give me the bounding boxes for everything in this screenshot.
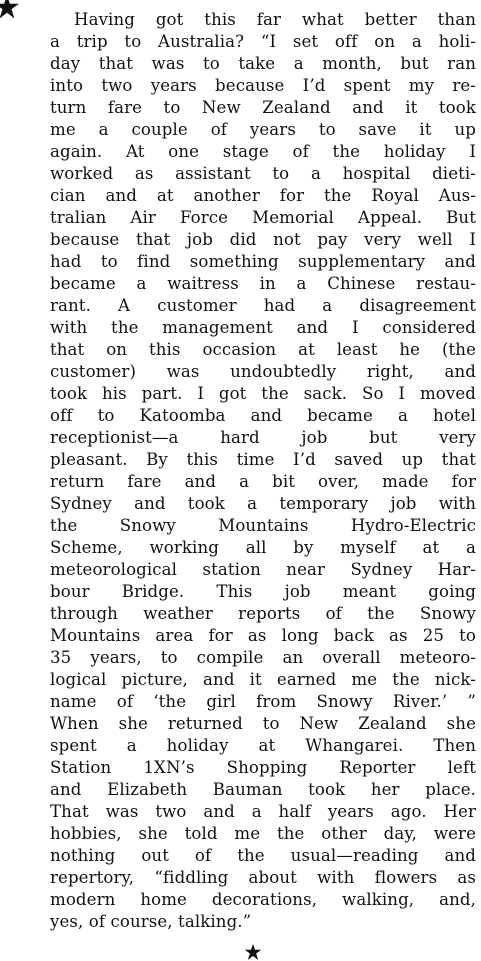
article-line: cian and at another for the Royal Aus- — [50, 186, 476, 205]
article-line: yes, of course, talking.” — [50, 912, 252, 931]
article-line: repertory, “fiddling about with flowers as — [50, 868, 476, 887]
article-line: became a waitress in a Chinese restau- — [50, 274, 476, 293]
article-line: me a couple of years to save it up — [50, 120, 476, 139]
article-line: and Elizabeth Bauman took her place. — [50, 780, 476, 799]
article-line: pleasant. By this time I’d saved up that — [50, 450, 476, 469]
article-line: Having got this far what better than — [74, 10, 476, 29]
article-line: Scheme, working all by myself at a — [50, 538, 476, 557]
article-line: through weather reports of the Snowy — [50, 604, 476, 623]
article-line: worked as assistant to a hospital dieti- — [50, 164, 476, 183]
article-line: return fare and a bit over, made for — [50, 472, 476, 491]
article-line: modern home decorations, walking, and, — [50, 890, 476, 909]
article-line: meteorological station near Sydney Har- — [50, 560, 476, 579]
article-line: spent a holiday at Whangarei. Then — [50, 736, 476, 755]
article-line: the Snowy Mountains Hydro-Electric — [50, 516, 476, 535]
star-icon — [244, 943, 262, 961]
article-line: hobbies, she told me the other day, were — [50, 824, 476, 843]
article-line: because that job did not pay very well I — [50, 230, 476, 249]
article-line: took his part. I got the sack. So I moved — [50, 384, 476, 403]
article-line: customer) was undoubtedly right, and — [50, 362, 476, 381]
article-line: 35 years, to compile an overall meteoro- — [50, 648, 476, 667]
article-line: receptionist—a hard job but very — [50, 428, 476, 447]
article-line: into two years because I’d spent my re- — [50, 76, 476, 95]
article-line: logical picture, and it earned me the nick- — [50, 670, 476, 689]
article-line: day that was to take a month, but ran — [50, 54, 476, 73]
article-line: name of ‘the girl from Snowy River.’ ” — [50, 692, 476, 711]
article-line: off to Katoomba and became a hotel — [50, 406, 476, 425]
article-line: When she returned to New Zealand she — [50, 714, 476, 733]
article-line: tralian Air Force Memorial Appeal. But — [50, 208, 476, 227]
article-line: Station 1XN’s Shopping Reporter left — [50, 758, 476, 777]
star-icon — [0, 0, 20, 20]
article-line: bour Bridge. This job meant going — [50, 582, 476, 601]
article-line: again. At one stage of the holiday I — [50, 142, 476, 161]
article-line: a trip to Australia? “I set off on a holi- — [50, 32, 476, 51]
article-line: turn fare to New Zealand and it took — [50, 98, 476, 117]
article-line: That was two and a half years ago. Her — [50, 802, 476, 821]
article-line: with the management and I considered — [50, 318, 476, 337]
article-line: Mountains area for as long back as 25 to — [50, 626, 476, 645]
article-line: nothing out of the usual—reading and — [50, 846, 476, 865]
article-line: rant. A customer had a disagreement — [50, 296, 476, 315]
article-line: had to find something supplementary and — [50, 252, 476, 271]
article-line: Sydney and took a temporary job with — [50, 494, 476, 513]
article-column — [50, 9, 476, 933]
article-line: that on this occasion at least he (the — [50, 340, 476, 359]
